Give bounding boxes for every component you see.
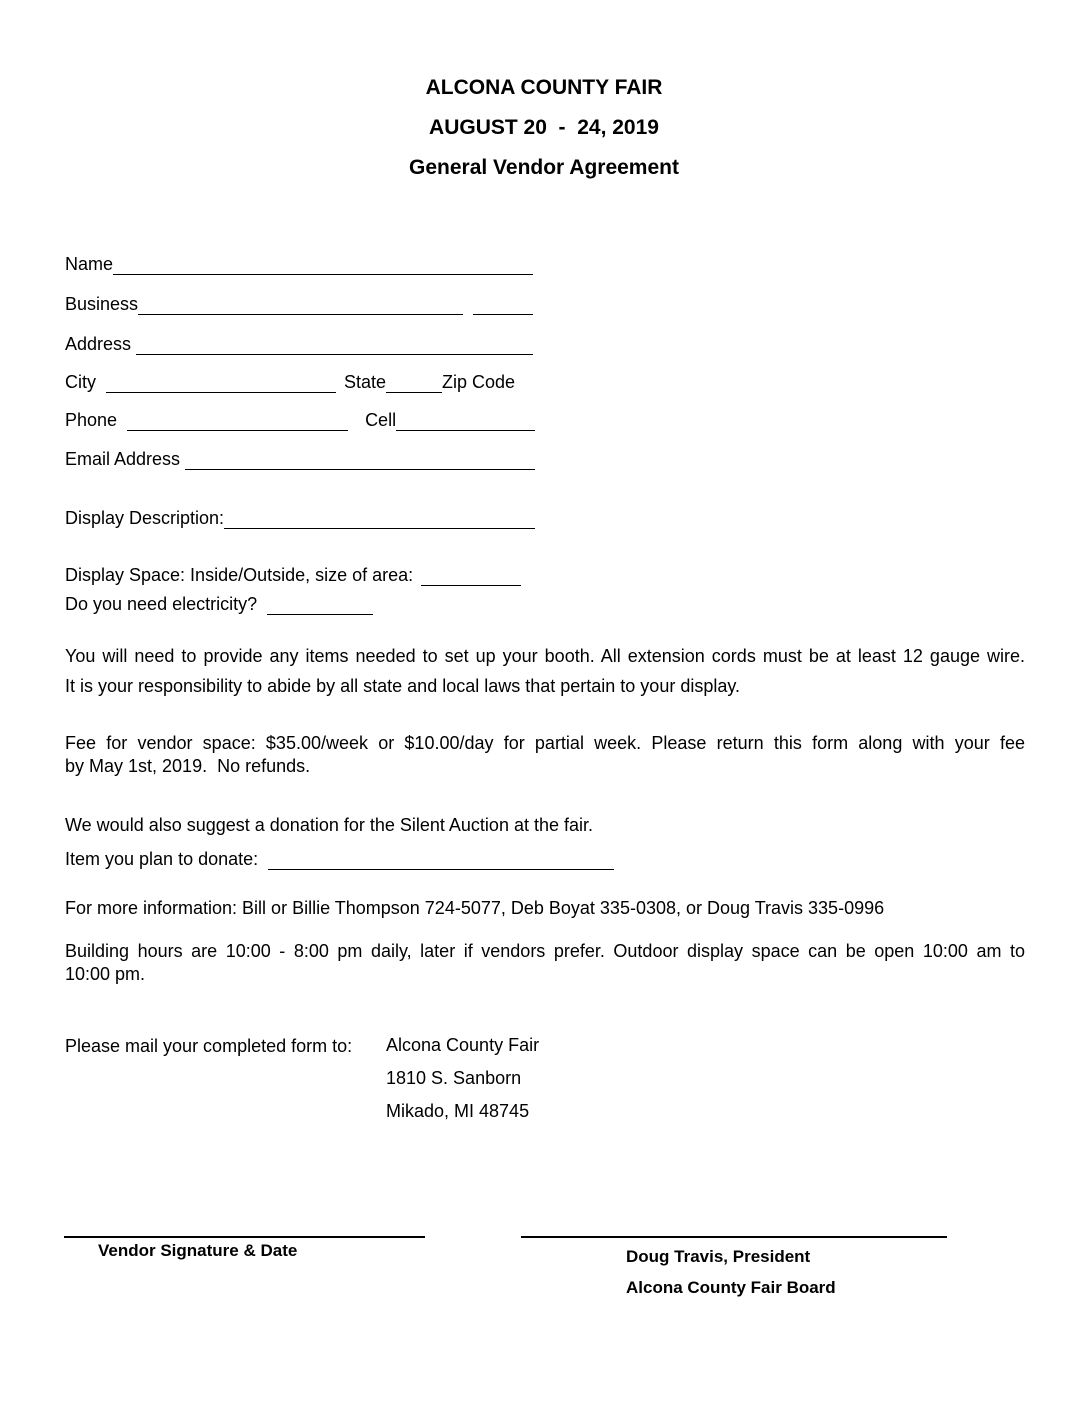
mailing-address [386, 1029, 539, 1128]
board-name-label: Alcona County Fair Board [626, 1278, 836, 1297]
fee-line1: Fee for vendor space: $35.00/week or $10.00/day for partial week. Please return this form along with your fee [65, 733, 1025, 753]
city-label: City [65, 372, 96, 392]
state-blank-line [386, 371, 442, 393]
more-info-text: For more information: Bill or Billie Thompson 724-5077, Deb Boyat 335-0308, or Doug Travis 335-0996 [65, 898, 885, 918]
city-state-zip-row [65, 371, 515, 393]
zip-code-label: Zip Code [442, 372, 516, 392]
mailing-instruction-label: Please mail your completed form to: [65, 1036, 353, 1056]
president-name-label: Doug Travis, President [626, 1247, 811, 1266]
cell-label: Cell [365, 410, 397, 430]
display-space-row [65, 564, 521, 586]
display-space-blank-line [421, 564, 521, 586]
email-label: Email Address [65, 449, 181, 469]
business-line-gap [463, 293, 473, 315]
mailing-address-line3: Mikado, MI 48745 [386, 1101, 530, 1121]
fair-title: ALCONA COUNTY FAIR [425, 76, 663, 99]
address-row [65, 333, 533, 355]
fair-dates: AUGUST 20 - 24, 2019 [429, 116, 659, 139]
mailing-address-line2: 1810 S. Sanborn [386, 1068, 522, 1088]
address-blank-line [136, 333, 533, 355]
phone-cell-row [65, 409, 535, 431]
fee-line2: by May 1st, 2019. No refunds. [65, 756, 311, 776]
booth-requirements-line1: You will need to provide any items needed to set up your booth. All extension cords must be at least 12 gauge wire. [65, 646, 1025, 666]
email-blank-line [185, 448, 535, 470]
vendor-signature-line [64, 1236, 425, 1238]
cell-blank-line [396, 409, 535, 431]
display-description-label: Display Description: [65, 508, 225, 528]
donate-item-label: Item you plan to donate: [65, 849, 259, 869]
name-row [65, 253, 533, 275]
building-hours-paragraph [65, 940, 1025, 986]
business-label: Business [65, 294, 139, 314]
document-title: General Vendor Agreement [409, 156, 679, 179]
business-row [65, 293, 533, 315]
fee-paragraph [65, 732, 1025, 778]
name-label: Name [65, 254, 114, 274]
building-hours-line1: Building hours are 10:00 - 8:00 pm daily, later if vendors prefer. Outdoor display space can be open 10:00 am to [65, 941, 1025, 961]
display-space-label: Display Space: Inside/Outside, size of area: [65, 565, 414, 585]
vendor-signature-label: Vendor Signature & Date [98, 1241, 298, 1260]
name-blank-line [113, 253, 533, 275]
phone-blank-line [127, 409, 348, 431]
document-header [0, 68, 1088, 188]
building-hours-line2: 10:00 pm. [65, 964, 146, 984]
address-label: Address [65, 334, 132, 354]
city-blank-line [106, 371, 336, 393]
email-row [65, 448, 535, 470]
mailing-address-line1: Alcona County Fair [386, 1035, 540, 1055]
electricity-row [65, 593, 373, 615]
booth-requirements-paragraph [65, 641, 1025, 701]
business-blank-line-2 [473, 293, 533, 315]
booth-requirements-line2: It is your responsibility to abide by all state and local laws that pertain to your display. [65, 676, 741, 696]
display-description-blank-line [224, 507, 535, 529]
donation-suggestion-text: We would also suggest a donation for the Silent Auction at the fair. [65, 815, 594, 835]
phone-label: Phone [65, 410, 118, 430]
electricity-label: Do you need electricity? [65, 594, 258, 614]
state-label: State [344, 372, 387, 392]
business-blank-line [138, 293, 463, 315]
display-description-row [65, 507, 535, 529]
donate-item-row [65, 848, 614, 870]
electricity-blank-line [267, 593, 373, 615]
president-signature-line [521, 1236, 947, 1238]
donate-item-blank-line [268, 848, 614, 870]
